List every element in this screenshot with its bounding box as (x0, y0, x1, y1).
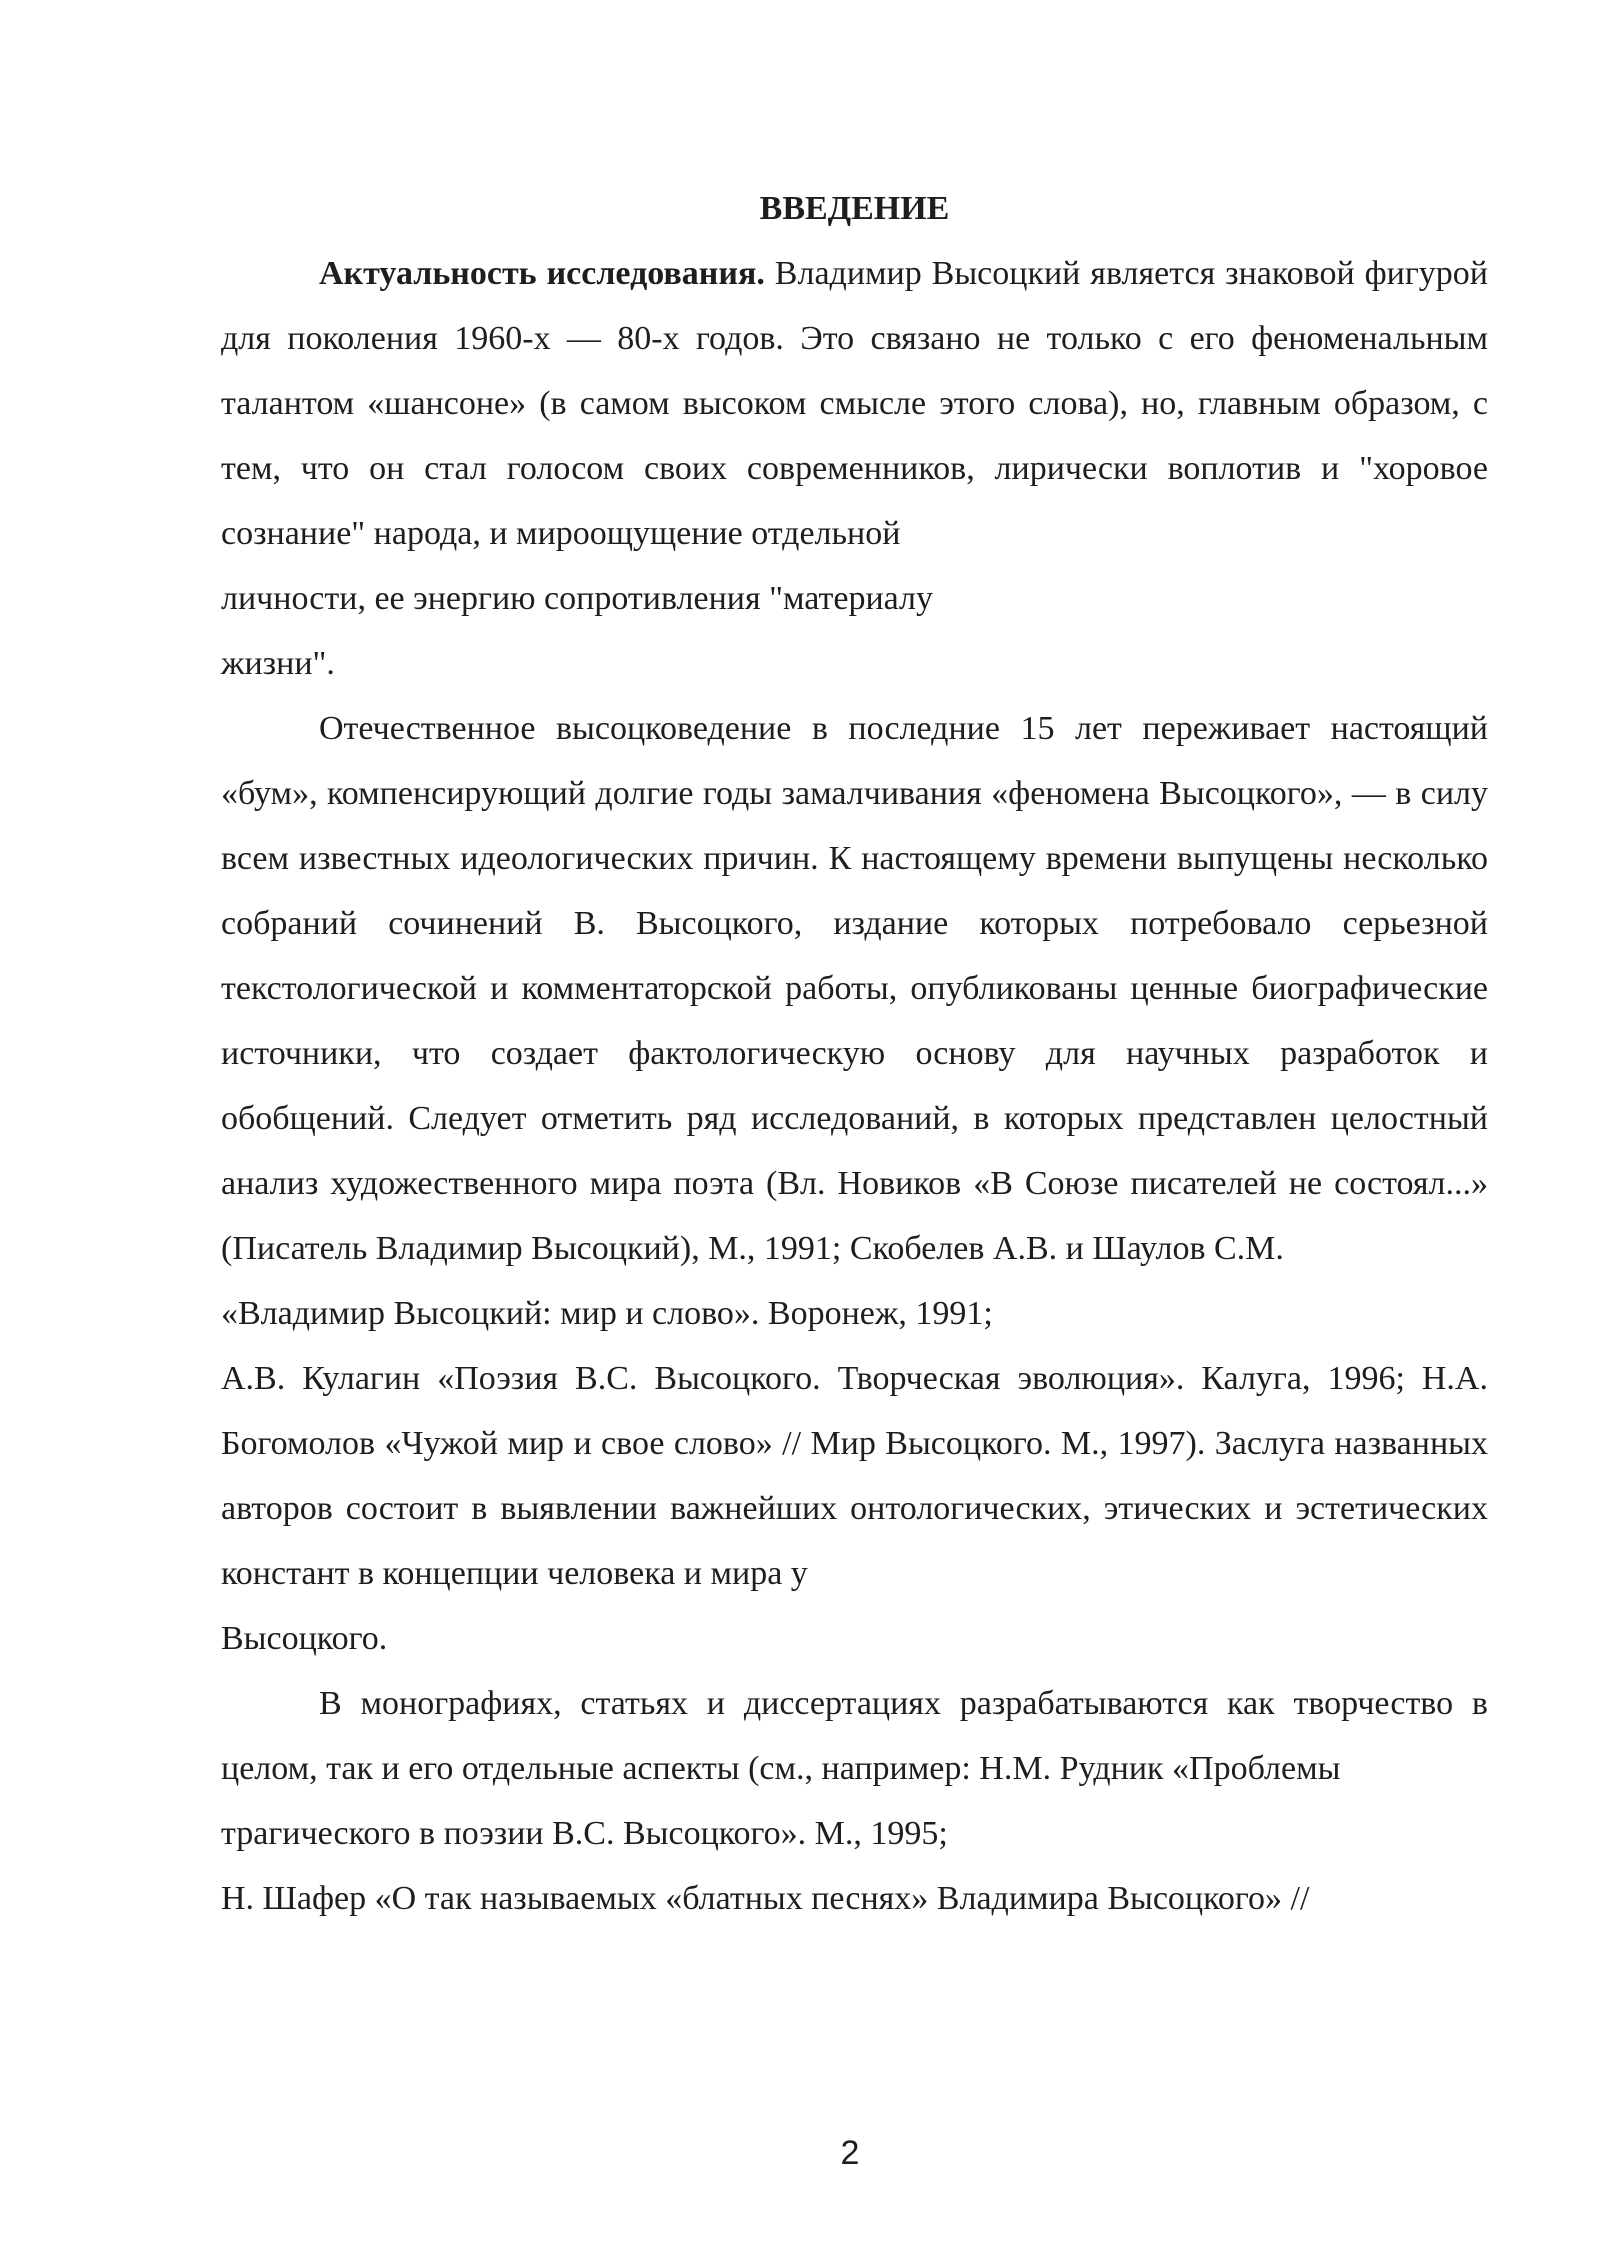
relevance-lead: Актуальность исследования. (319, 255, 765, 292)
paragraph-studies: Отечественное высоцковедение в последние 15 лет переживает настоящий «бум», компенсирующий долгие годы замалчивания «феномена Высоцкого», — в силу всем известных идеологических причин. К настоящему времени выпущены несколько собраний сочинений В. Высоцкого, издание которых потребовало серьезной текстологической и комментаторской работы, опубликованы ценные биографические источники, что создает фактологическую основу для научных разработок и обобщений. Следует отметить ряд исследований, в которых представлен целостный анализ художественного мира поэта (Вл. Новиков «В Союзе писателей не состоял...» (Писатель Владимир Высоцкий), М., 1991; Скобелев А.В. и Шаулов С.М. (221, 710, 1488, 1267)
text-body (221, 176, 1488, 1931)
paragraph-authors: А.В. Кулагин «Поэзия В.С. Высоцкого. Творческая эволюция». Калуга, 1996; Н.А. Богомолов «Чужой мир и свое слово» // Мир Высоцкого. М., 1997). Заслуга названных авторов состоит в выявлении важнейших онтологических, этических и эстетических констант в концепции человека и мира у (221, 1360, 1488, 1592)
page-number: 2 (840, 2134, 860, 2172)
section-heading: ВВЕДЕНИЕ (759, 190, 950, 227)
paragraph-studies-tail: «Владимир Высоцкий: мир и слово». Воронеж, 1991; (221, 1295, 993, 1332)
paragraph-relevance-tail-1: личности, ее энергию сопротивления "материалу (221, 580, 934, 617)
paragraph-authors-tail: Высоцкого. (221, 1620, 388, 1657)
paragraph-monographs-tail: трагического в поэзии В.С. Высоцкого». М., 1995; (221, 1815, 948, 1852)
paragraph-shafer: Н. Шафер «О так называемых «блатных песнях» Владимира Высоцкого» // (221, 1880, 1310, 1917)
paragraph-relevance (221, 241, 1488, 566)
paragraph-relevance-tail-2: жизни". (221, 645, 335, 682)
relevance-text: Владимир Высоцкий является знаковой фигурой для поколения 1960-х — 80-х годов. Это связано не только с его феноменальным талантом «шансоне» (в самом высоком смысле этого слова), но, главным образом, с тем, что он стал голосом своих современников, лирически воплотив и "хоровое сознание" народа, и мироощущение отдельной (221, 255, 1488, 552)
paragraph-monographs: В монографиях, статьях и диссертациях разрабатываются как творчество в целом, так и его отдельные аспекты (см., например: Н.М. Рудник «Проблемы (221, 1685, 1488, 1787)
